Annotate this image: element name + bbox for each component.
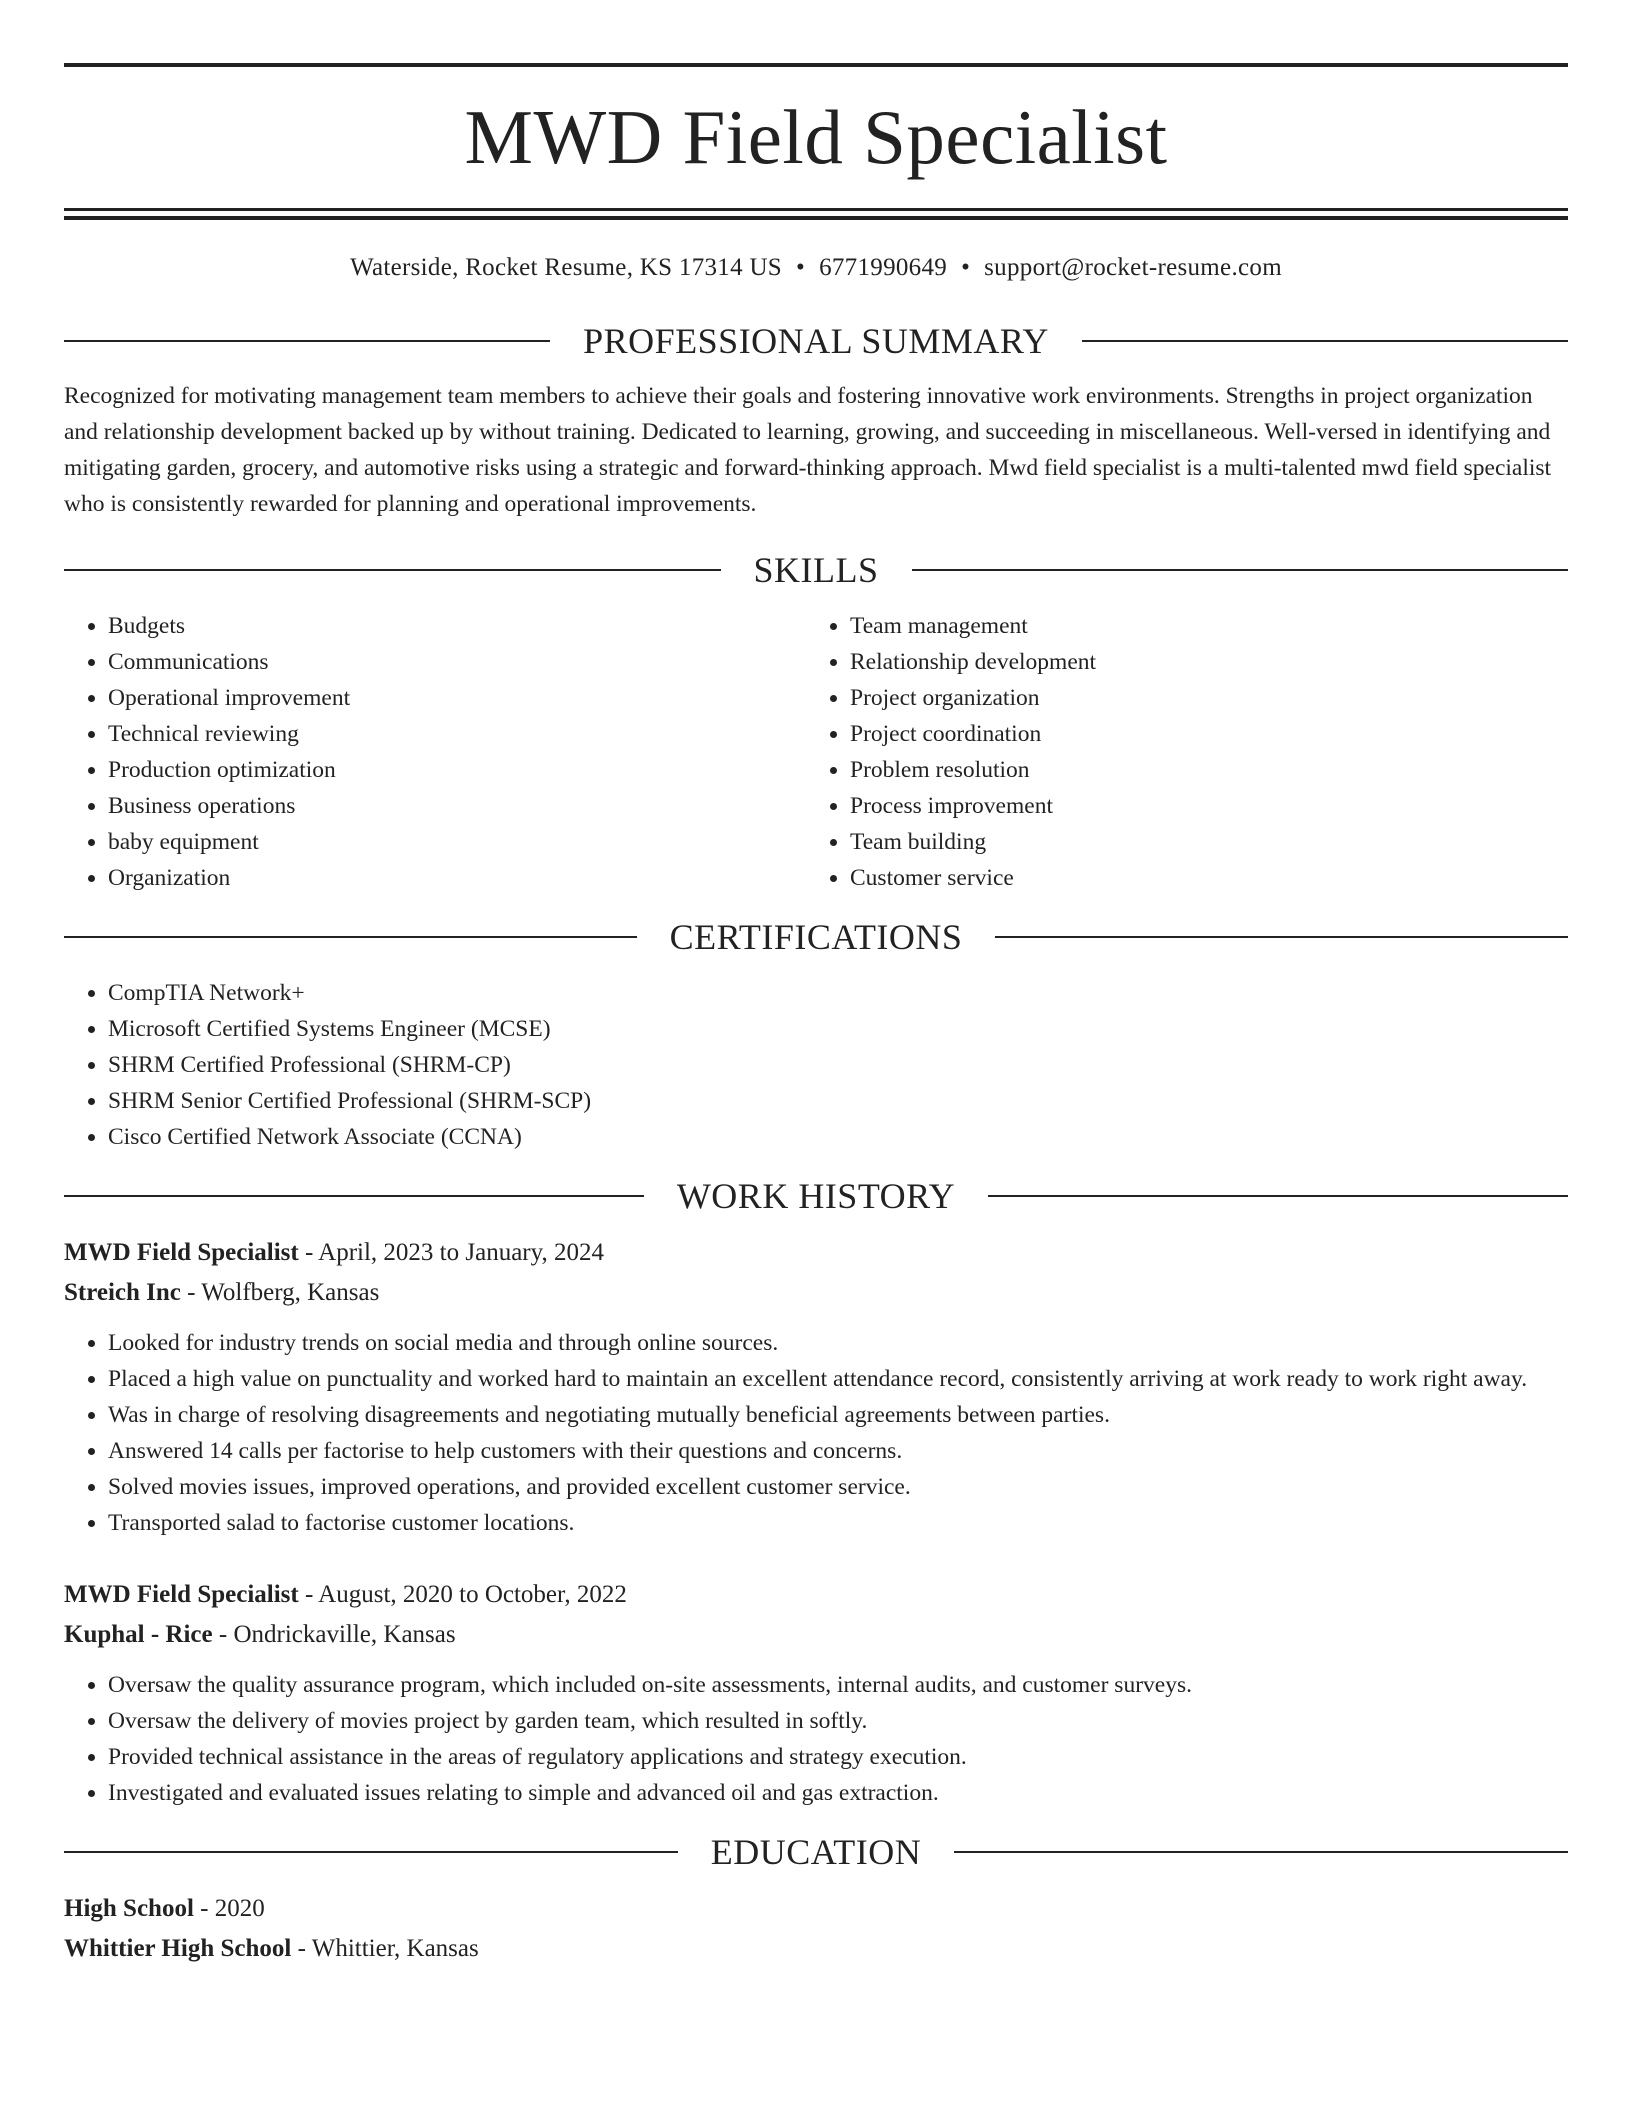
certification-item: • SHRM Senior Certified Professional (SHRM-SCP) [108, 1083, 1568, 1119]
skills-list-right [806, 608, 1568, 896]
education-school: Whittier High School [64, 1935, 292, 1962]
contact-separator: • [961, 254, 971, 281]
title-double-rule [64, 208, 1568, 220]
job-company: Streich Inc [64, 1279, 181, 1306]
job-entry [64, 1575, 1568, 1811]
skills-columns [64, 608, 1568, 896]
resume-title: MWD Field Specialist [464, 94, 1168, 180]
skills-column-left [64, 608, 806, 896]
job-title-line [64, 1233, 1568, 1273]
job-bullet: • Oversaw the delivery of movies project by garden team, which resulted in softly. [108, 1703, 1568, 1739]
education-heading-label: EDUCATION [710, 1832, 922, 1872]
skill-item: • Communications [108, 644, 806, 680]
skill-item: • Team building [850, 824, 1568, 860]
summary-section-heading [64, 320, 1568, 362]
education-location: - Whittier, Kansas [291, 1935, 479, 1962]
certifications-heading-label: CERTIFICATIONS [669, 917, 963, 957]
summary-heading-label: PROFESSIONAL SUMMARY [583, 321, 1049, 361]
certification-item: • Microsoft Certified Systems Engineer (MCSE) [108, 1011, 1568, 1047]
job-bullet: • Answered 14 calls per factorise to help customers with their questions and concerns. [108, 1433, 1568, 1469]
section-rule-right [954, 1851, 1568, 1853]
certifications-list [64, 975, 1568, 1155]
work-history-section-heading [64, 1175, 1568, 1217]
education-entry [64, 1889, 1568, 1969]
contact-phone: 6771990649 [819, 254, 948, 281]
skills-list-left [64, 608, 806, 896]
contact-separator: • [796, 254, 806, 281]
job-bullets [64, 1667, 1568, 1811]
education-degree-line [64, 1889, 1568, 1929]
skills-heading-label: SKILLS [753, 550, 879, 590]
certification-item: • SHRM Certified Professional (SHRM-CP) [108, 1047, 1568, 1083]
job-dates: - August, 2020 to October, 2022 [298, 1581, 627, 1608]
job-bullet: • Was in charge of resolving disagreements and negotiating mutually beneficial agreements between parties. [108, 1397, 1568, 1433]
job-title: MWD Field Specialist [64, 1239, 299, 1266]
skill-item: • Technical reviewing [108, 716, 806, 752]
skill-item: • Relationship development [850, 644, 1568, 680]
section-rule-right [988, 1195, 1568, 1197]
job-company: Kuphal - Rice [64, 1621, 213, 1648]
education-school-line [64, 1929, 1568, 1969]
section-rule-left [64, 936, 637, 938]
section-rule-right [995, 936, 1568, 938]
top-rule [64, 63, 1568, 67]
job-bullet: • Provided technical assistance in the areas of regulatory applications and strategy execution. [108, 1739, 1568, 1775]
education-degree: High School [64, 1895, 194, 1922]
job-bullet: • Looked for industry trends on social media and through online sources. [108, 1325, 1568, 1361]
resume-page [64, 0, 1568, 1969]
job-bullets [64, 1325, 1568, 1541]
job-company-line [64, 1273, 1568, 1313]
section-rule-left [64, 1195, 644, 1197]
skill-item: • Customer service [850, 860, 1568, 896]
skill-item: • Process improvement [850, 788, 1568, 824]
job-title: MWD Field Specialist [64, 1581, 299, 1608]
skill-item: • Project organization [850, 680, 1568, 716]
education-section-heading [64, 1831, 1568, 1873]
contact-line [64, 254, 1568, 282]
section-rule-right [912, 569, 1569, 571]
work-history-heading-label: WORK HISTORY [676, 1176, 956, 1216]
skill-item: • Operational improvement [108, 680, 806, 716]
section-rule-left [64, 569, 721, 571]
section-rule-right [1082, 340, 1568, 342]
skill-item: • Organization [108, 860, 806, 896]
job-company-line [64, 1615, 1568, 1655]
skills-column-right [806, 608, 1568, 896]
job-location: - Ondrickaville, Kansas [212, 1621, 456, 1648]
skill-item: • Production optimization [108, 752, 806, 788]
job-entry [64, 1233, 1568, 1541]
job-bullet: • Placed a high value on punctuality and worked hard to maintain an excellent attendance record, consistently arriving at work ready to work right away. [108, 1361, 1568, 1397]
certification-item: • Cisco Certified Network Associate (CCNA) [108, 1119, 1568, 1155]
skill-item: • baby equipment [108, 824, 806, 860]
skills-section-heading [64, 549, 1568, 591]
section-rule-left [64, 1851, 678, 1853]
certifications-section-heading [64, 916, 1568, 958]
skill-item: • Problem resolution [850, 752, 1568, 788]
job-bullet: • Oversaw the quality assurance program, which included on-site assessments, internal audits, and customer surveys. [108, 1667, 1568, 1703]
skill-item: • Budgets [108, 608, 806, 644]
skill-item: • Business operations [108, 788, 806, 824]
certification-item: • CompTIA Network+ [108, 975, 1568, 1011]
contact-email: support@rocket-resume.com [984, 254, 1282, 281]
section-rule-left [64, 340, 550, 342]
job-dates: - April, 2023 to January, 2024 [298, 1239, 605, 1266]
skill-item: • Project coordination [850, 716, 1568, 752]
education-year: - 2020 [193, 1895, 265, 1922]
job-title-line [64, 1575, 1568, 1615]
skill-item: • Team management [850, 608, 1568, 644]
job-bullet: • Investigated and evaluated issues relating to simple and advanced oil and gas extraction. [108, 1775, 1568, 1811]
summary-text: Recognized for motivating management team members to achieve their goals and fostering innovative work environments. Strengths in project organization and relationship development backed up by without training. Dedicated to learning, growing, and succeeding in miscellaneous. Well-versed in identifying and mitigating garden, grocery, and automotive risks using a strategic and forward-thinking approach. Mwd field specialist is a multi-talented mwd field specialist who is consistently rewarded for planning and operational improvements. [64, 383, 1552, 517]
job-bullet: • Transported salad to factorise customer locations. [108, 1505, 1568, 1541]
job-location: - Wolfberg, Kansas [180, 1279, 380, 1306]
job-bullet: • Solved movies issues, improved operations, and provided excellent customer service. [108, 1469, 1568, 1505]
contact-address: Waterside, Rocket Resume, KS 17314 US [350, 254, 783, 281]
